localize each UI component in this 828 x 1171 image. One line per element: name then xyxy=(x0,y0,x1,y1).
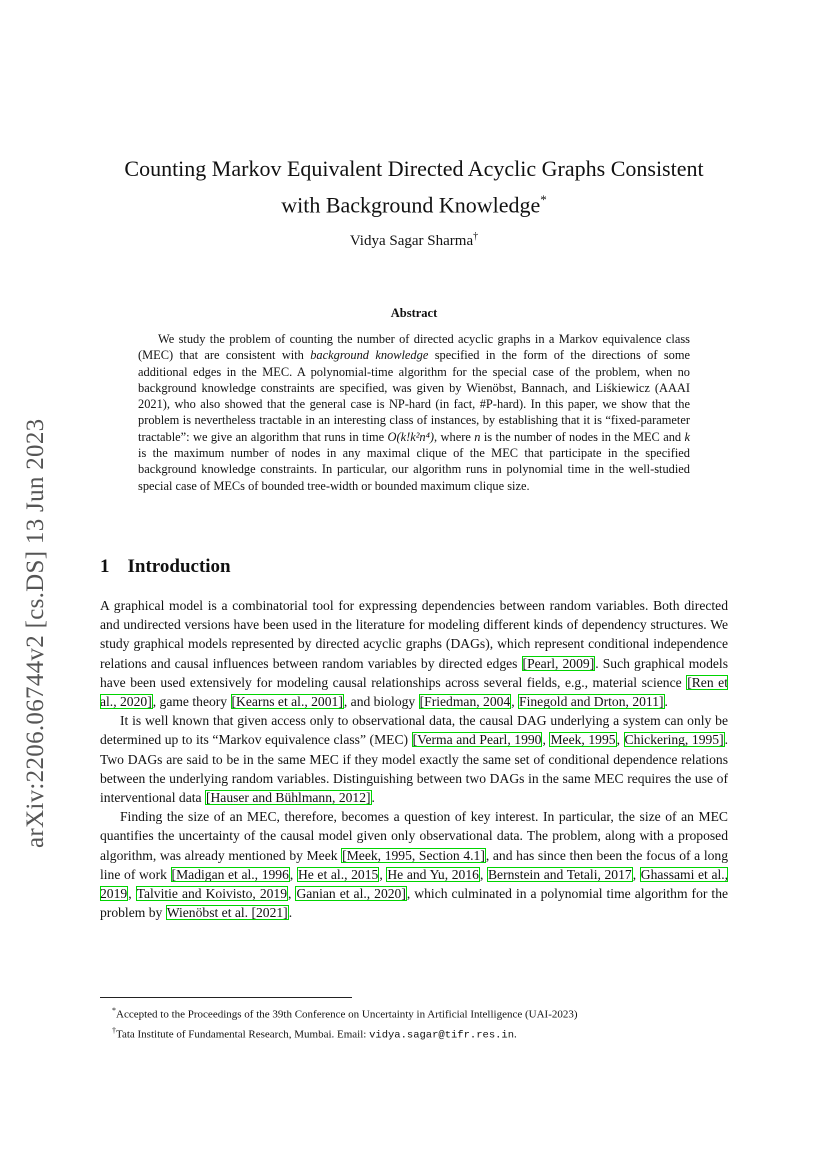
citation-link[interactable]: Ghassami et al., 2019 xyxy=(100,866,729,902)
author-footnote-mark: † xyxy=(473,231,479,242)
abstract-text: is the maximum number of nodes in any maximal clique of the MEC that participate in the specified background knowledge constraints. In particular, our algorithm runs in polynomial time in the well-studied special case of MECs of bounded tree-width or bounded maximum clique size. xyxy=(138,446,690,493)
section-heading-introduction xyxy=(100,556,231,578)
citation-link[interactable]: [Friedman, 2004 xyxy=(419,694,511,710)
abstract-text: specified in the form of the directions of some additional edges in the MEC. A polynomial-time algorithm for the special case of the problem, when no background knowledge constraints are specified, was given by Wienöbst, Bannach, and Liśkiewicz (AAAI 2021), who also showed that the general case is NP-hard (in fact, #P-hard). In this paper, we show that the problem is nevertheless tractable in an interesting class of instances, by establishing that it is “fixed-parameter tractable”: we give an algorithm that runs in time xyxy=(138,348,690,444)
citation-link[interactable]: He et al., 2015 xyxy=(297,866,379,882)
citation-link[interactable]: He and Yu, 2016 xyxy=(387,866,479,882)
citation-link[interactable]: [Madigan et al., 1996 xyxy=(171,866,289,882)
paper-title xyxy=(100,153,728,220)
citation-link[interactable]: Wienöbst et al. [2021] xyxy=(166,905,288,921)
footnote-1: *Accepted to the Proceedings of the 39th Conference on Uncertainty in Artificial Intelligence (UAI-2023) xyxy=(112,1006,578,1021)
complexity-formula: O(k!k²n⁴) xyxy=(387,429,435,444)
footnote-divider xyxy=(100,997,352,998)
citation-link[interactable]: [Hauser and Bühlmann, 2012] xyxy=(205,790,371,806)
title-line-1: Counting Markov Equivalent Directed Acyclic Graphs Consistent xyxy=(124,156,704,181)
abstract-text: is the number of nodes in the MEC and xyxy=(480,429,685,444)
title-footnote-mark: * xyxy=(540,192,547,207)
abstract-text: , where xyxy=(434,429,475,444)
abstract-emphasis: background knowledge xyxy=(310,348,429,363)
intro-paragraph-1: A graphical model is a combinatorial tool for expressing dependencies between random variables. Both directed and undirected versions have been used in the literature for modeling different kinds of dependency structures. We study graphical models represented by directed acyclic graphs (DAGs), which represent conditional independence relations and causal influences between random variables by directed edges [Pearl, 2009]. Such graphical models have been used extensively for modeling causal relationships across several fields, e.g., material science [Ren et al., 2020], game theory [Kearns et al., 2001], and biology [Friedman, 2004, Finegold and Drton, 2011]. xyxy=(100,598,728,710)
intro-paragraph-2: It is well known that given access only to observational data, the causal DAG underlying a system can only be determined up to its “Markov equivalence class” (MEC) [Verma and Pearl, 1990, Meek, 1995, Chickering, 1995]. Two DAGs are said to be in the same MEC if they model exactly the same set of conditional dependence relations between the underlying random variables. Distinguishing between two DAGs in the same MEC requires the use of interventional data [Hauser and Bühlmann, 2012]. xyxy=(100,713,729,806)
variable-n: n xyxy=(474,429,481,444)
citation-link[interactable]: [Meek, 1995, Section 4.1] xyxy=(342,847,485,863)
citation-link[interactable]: [Kearns et al., 2001] xyxy=(231,694,343,710)
section-number: 1 xyxy=(100,556,110,577)
title-line-2: with Background Knowledge xyxy=(281,192,541,218)
abstract-heading: Abstract xyxy=(390,306,438,320)
author-name xyxy=(100,231,728,250)
abstract-text: We study the problem of counting the number of directed acyclic graphs in a Markov equivalence class (MEC) that are consistent with xyxy=(138,332,690,363)
citation-link[interactable]: [Ren et al., 2020] xyxy=(100,674,728,710)
citation-link[interactable]: [Verma and Pearl, 1990 xyxy=(412,732,542,748)
citation-link[interactable]: [Pearl, 2009] xyxy=(522,655,595,671)
section-title: Introduction xyxy=(127,556,231,577)
abstract-body xyxy=(138,331,690,494)
intro-paragraph-3: Finding the size of an MEC, therefore, becomes a question of key interest. In particular, the size of an MEC quantifies the uncertainty of the causal model given only observational data. The problem, along with a proposed algorithm, was already mentioned by Meek [Meek, 1995, Section 4.1], and has since then been the focus of a long line of work [Madigan et al., 1996, He et al., 2015, He and Yu, 2016, Bernstein and Tetali, 2017, Ghassami et al., 2019, Talvitie and Koivisto, 2019, Ganian et al., 2020], which culminated in a polynomial time algorithm for the problem by Wienöbst et al. [2021]. xyxy=(100,809,729,921)
footnote-2: †Tata Institute of Fundamental Research, Mumbai. Email: vidya.sagar@tifr.res.in. xyxy=(112,1025,517,1042)
variable-k: k xyxy=(684,429,691,444)
citation-link[interactable]: Chickering, 1995] xyxy=(624,732,724,748)
footnotes xyxy=(112,1003,728,1043)
citation-link[interactable]: Bernstein and Tetali, 2017 xyxy=(487,866,632,882)
citation-link[interactable]: Ganian et al., 2020] xyxy=(296,886,406,902)
introduction-body xyxy=(100,596,728,922)
author-text: Vidya Sagar Sharma xyxy=(349,233,474,249)
abstract-paragraph xyxy=(138,331,690,494)
citation-link[interactable]: Meek, 1995 xyxy=(550,732,616,748)
author-email: vidya.sagar@tifr.res.in xyxy=(369,1029,515,1042)
citation-link[interactable]: Talvitie and Koivisto, 2019 xyxy=(136,886,288,902)
citation-link[interactable]: Finegold and Drton, 2011] xyxy=(519,694,664,710)
arxiv-identifier-stamp: arXiv:2206.06744v2 [cs.DS] 13 Jun 2023 xyxy=(22,418,49,848)
